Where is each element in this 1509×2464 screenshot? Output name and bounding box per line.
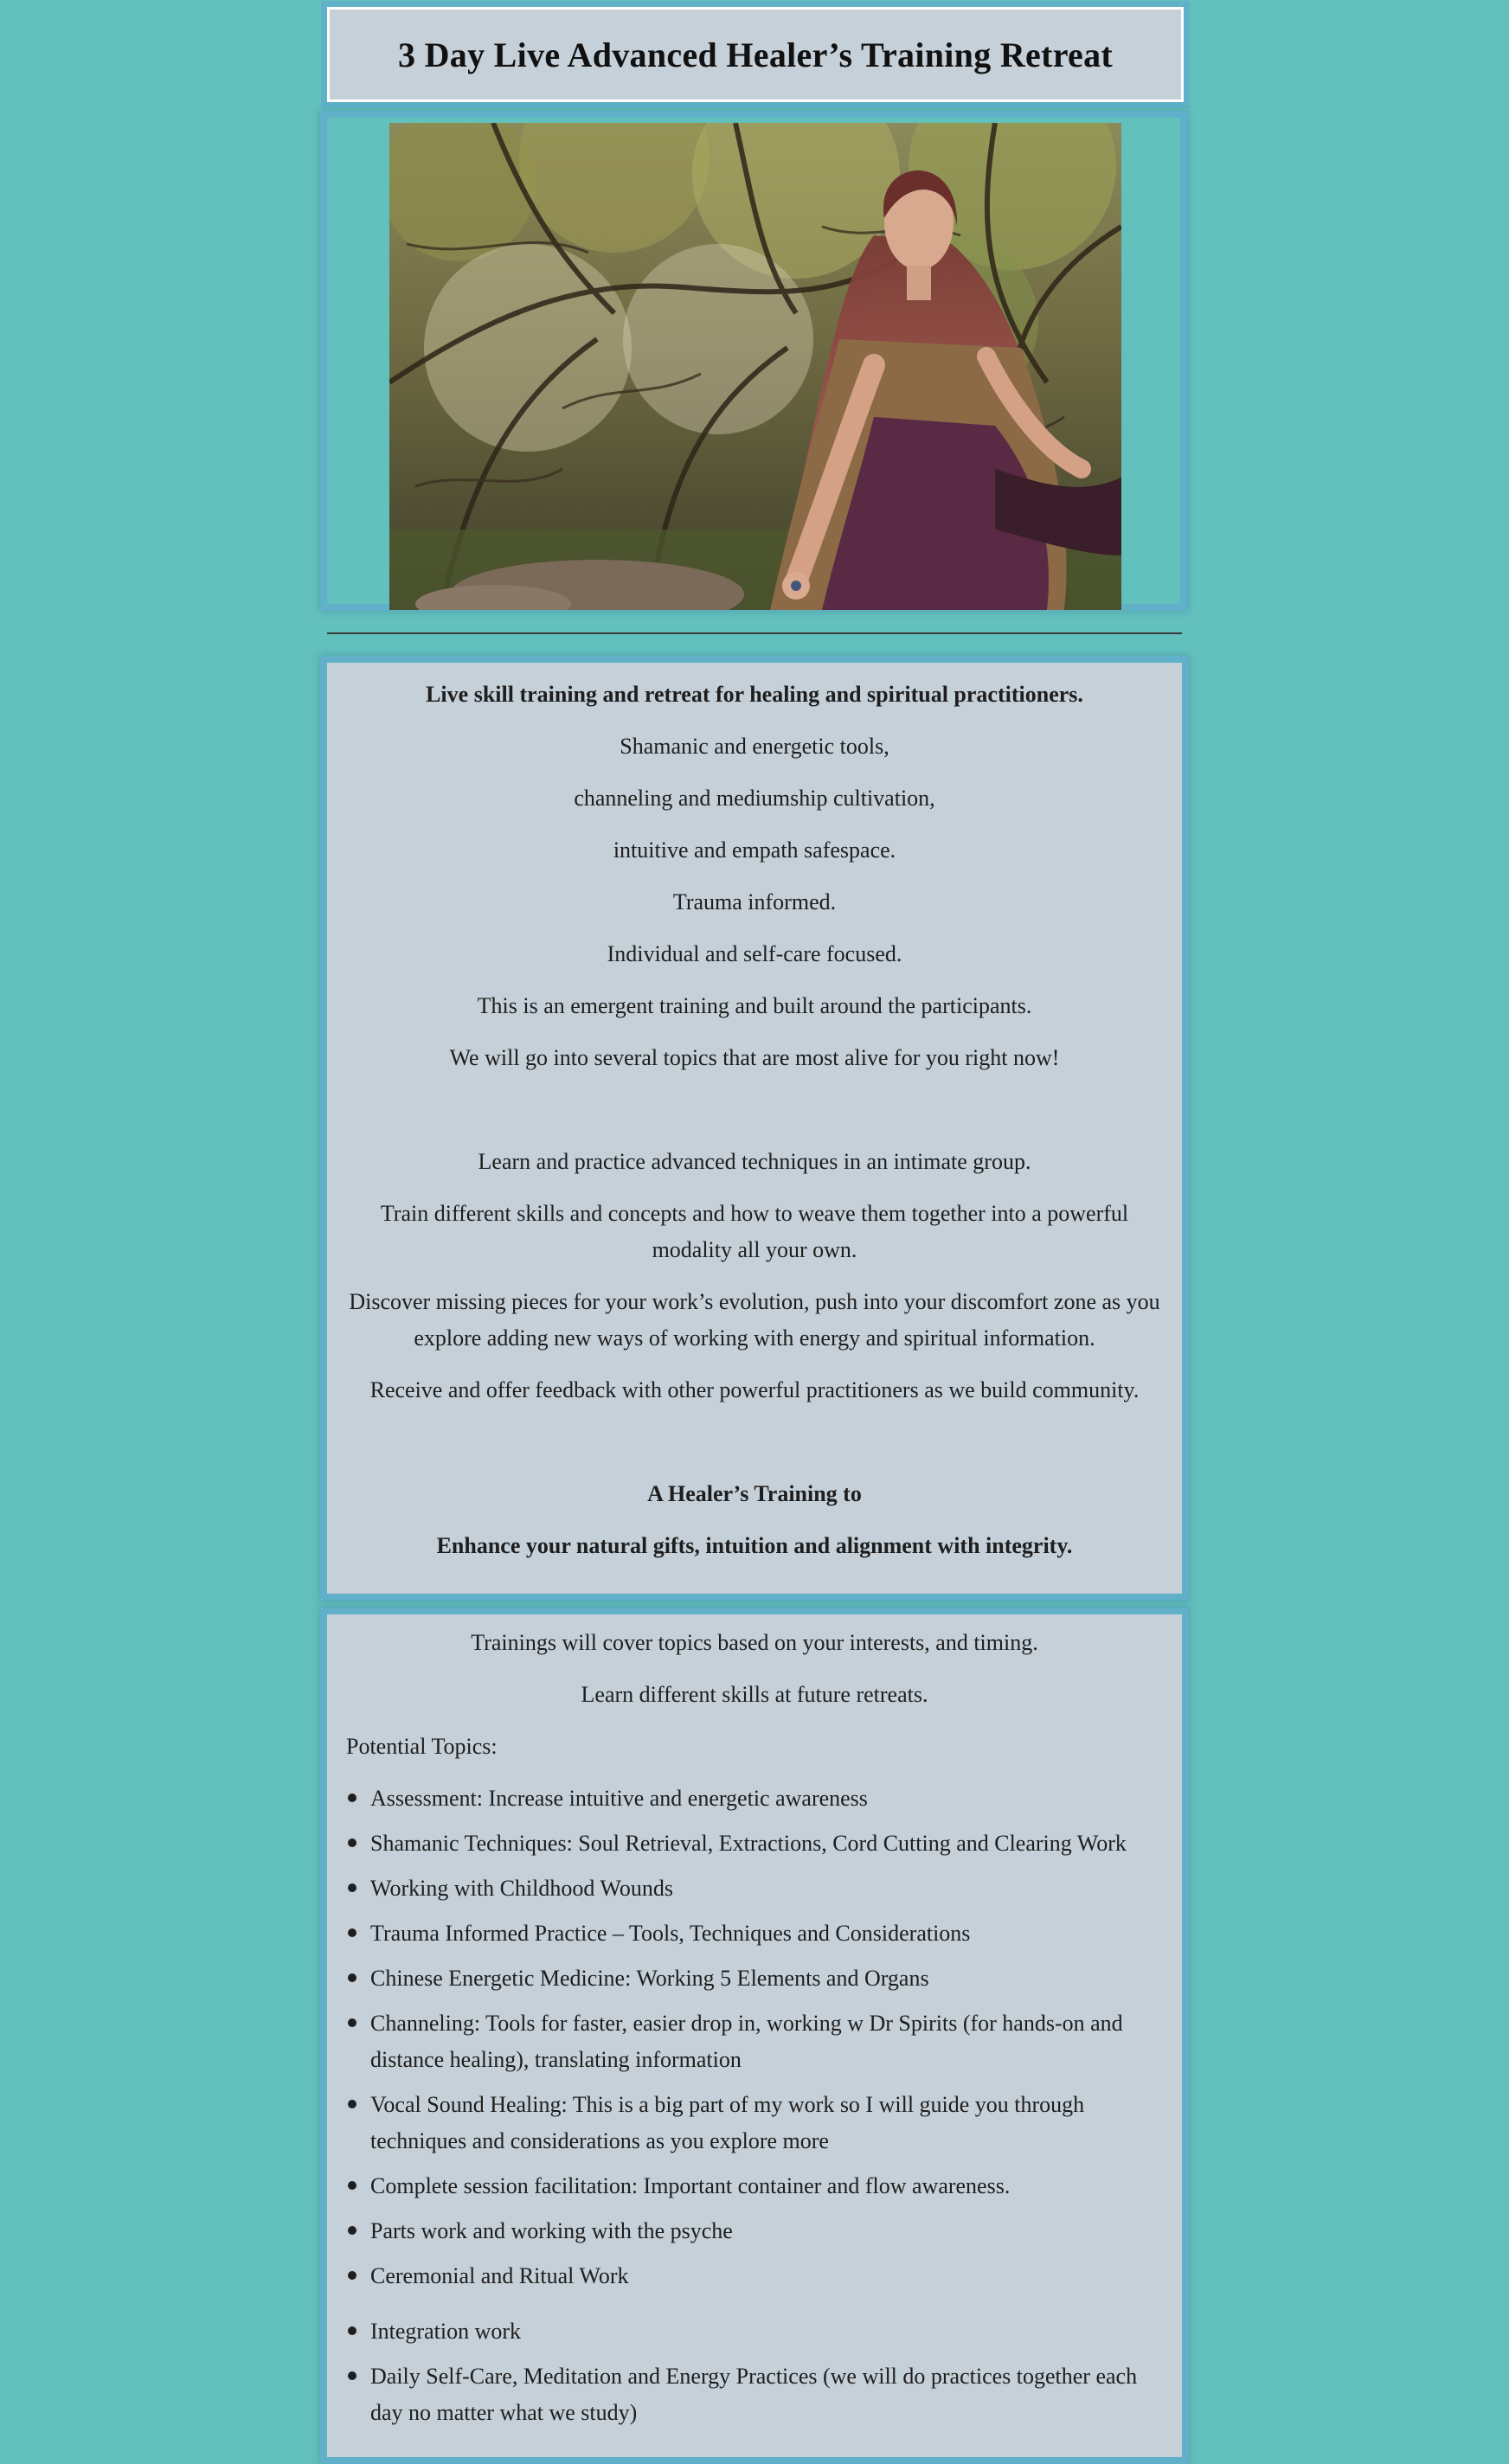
- hero-photo-illustration: [389, 123, 1121, 610]
- list-item: Assessment: Increase intuitive and energetic awareness: [346, 1781, 1163, 1817]
- intro-line: channeling and mediumship cultivation,: [574, 786, 935, 811]
- section-divider: [327, 632, 1182, 634]
- topics-list: [346, 1781, 1163, 2431]
- intro-paragraph: Train different skills and concepts and how to weave them together into a powerful modality all your own.: [380, 1201, 1129, 1262]
- intro-line: Shamanic and energetic tools,: [620, 734, 889, 759]
- list-item: Chinese Energetic Medicine: Working 5 Elements and Organs: [346, 1960, 1163, 1997]
- intro-line: Individual and self-care focused.: [607, 941, 902, 966]
- title-banner: [327, 7, 1184, 102]
- list-item: Channeling: Tools for faster, easier drop in, working w Dr Spirits (for hands-on and distance healing), translating information: [346, 2005, 1163, 2078]
- intro-paragraph: Discover missing pieces for your work’s evolution, push into your discomfort zone as you explore adding new ways of working with energy and spiritual information.: [349, 1289, 1160, 1351]
- intro-line: We will go into several topics that are most alive for you right now!: [449, 1045, 1060, 1070]
- topics-lead: Potential Topics:: [346, 1734, 498, 1759]
- hero-photo: [389, 123, 1121, 610]
- list-item: Trauma Informed Practice – Tools, Techniques and Considerations: [346, 1915, 1163, 1952]
- intro-paragraph: Learn and practice advanced techniques in an intimate group.: [478, 1149, 1031, 1174]
- closing-line: Enhance your natural gifts, intuition and alignment with integrity.: [436, 1533, 1073, 1558]
- intro-section: [320, 656, 1189, 1601]
- list-item: Working with Childhood Wounds: [346, 1870, 1163, 1907]
- intro-line: Trauma informed.: [672, 889, 837, 914]
- page-title: 3 Day Live Advanced Healer’s Training Retreat: [398, 35, 1113, 74]
- intro-paragraph: Receive and offer feedback with other powerful practitioners as we build community.: [369, 1377, 1140, 1402]
- list-item: Daily Self-Care, Meditation and Energy Practices (we will do practices together each day no matter what we study): [346, 2358, 1163, 2431]
- intro-line: intuitive and empath safespace.: [613, 837, 896, 863]
- topics-intro-line: Learn different skills at future retreats.: [581, 1682, 928, 1707]
- list-item: Ceremonial and Ritual Work: [346, 2258, 1163, 2294]
- list-item: Complete session facilitation: Important container and flow awareness.: [346, 2168, 1163, 2204]
- photo-frame: [320, 111, 1187, 611]
- list-item: Shamanic Techniques: Soul Retrieval, Extractions, Cord Cutting and Clearing Work: [346, 1826, 1163, 1862]
- intro-heading: Live skill training and retreat for healing and spiritual practitioners.: [426, 682, 1083, 707]
- topics-intro-line: Trainings will cover topics based on your interests, and timing.: [471, 1630, 1038, 1655]
- intro-line: This is an emergent training and built around the participants.: [477, 993, 1032, 1018]
- list-item: Parts work and working with the psyche: [346, 2213, 1163, 2249]
- topics-section: [320, 1607, 1189, 2464]
- list-item: Vocal Sound Healing: This is a big part of my work so I will guide you through techniques and considerations as you explore more: [346, 2087, 1163, 2159]
- list-item: Integration work: [346, 2313, 1163, 2350]
- closing-line: A Healer’s Training to: [647, 1481, 862, 1506]
